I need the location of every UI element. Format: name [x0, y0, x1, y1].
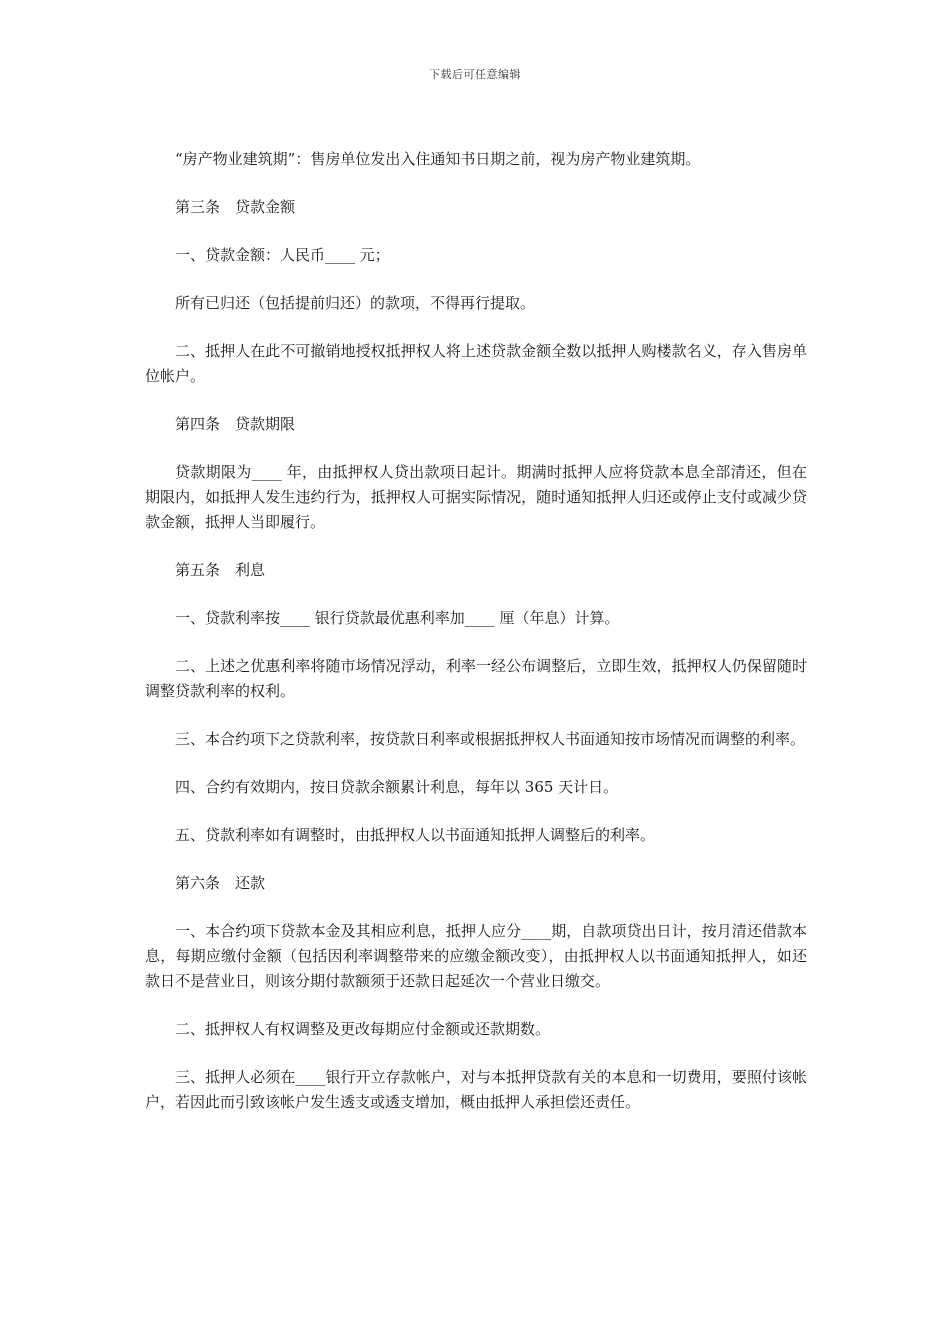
- definition-paragraph: “房产物业建筑期”：售房单位发出入住通知书日期之前，视为房产物业建筑期。: [175, 150, 701, 168]
- rate-notice-clause: 五、贷款利率如有调整时，由抵押权人以书面通知抵押人调整后的利率。: [175, 826, 656, 844]
- installment-clause: 一、本合约项下贷款本金及其相应利息，抵押人应分____期，自款项贷出日计，按月清还借款本息，每期应缴付金额（包括因利率调整带来的应缴金额改变），由抵押权人以书面通知抵押人，如还款日不是营业日，则该分期付款额须于还款日起延次一个营业日缴交。: [145, 922, 807, 990]
- document-body: [145, 147, 807, 1138]
- article-4-heading: 第四条 贷款期限: [175, 415, 296, 433]
- page-header: 下载后可任意编辑: [429, 68, 521, 81]
- account-clause: 三、抵押人必须在____银行开立存款帐户，对与本抵押贷款有关的本息和一切费用，要照付该帐户，若因此而引致该帐户发生透支或透支增加，概由抵押人承担偿还责任。: [145, 1068, 807, 1111]
- contract-rate-clause: 三、本合约项下之贷款利率，按贷款日利率或根据抵押权人书面通知按市场情况而调整的利率。: [175, 730, 806, 748]
- daily-interest-clause: 四、合约有效期内，按日贷款余额累计利息，每年以 365 天计日。: [175, 778, 619, 796]
- loan-amount-clause: 一、贷款金额：人民币____ 元；: [175, 246, 390, 264]
- article-3-heading: 第三条 贷款金额: [175, 198, 296, 216]
- article-5-heading: 第五条 利息: [175, 561, 266, 579]
- authorization-clause: 二、抵押人在此不可撤销地授权抵押权人将上述贷款金额全数以抵押人购楼款名义，存入售房单位帐户。: [145, 342, 807, 385]
- loan-term-clause: 贷款期限为____ 年，由抵押权人贷出款项日起计。期满时抵押人应将贷款本息全部清还，但在期限内，如抵押人发生违约行为，抵押权人可据实际情况，随时通知抵押人归还或停止支付或减少贷款金额，抵押人当即履行。: [145, 463, 807, 531]
- repaid-funds-clause: 所有已归还（包括提前归还）的款项，不得再行提取。: [175, 294, 536, 312]
- article-6-heading: 第六条 还款: [175, 874, 266, 892]
- adjustment-clause: 二、抵押权人有权调整及更改每期应付金额或还款期数。: [175, 1020, 551, 1038]
- floating-rate-clause: 二、上述之优惠利率将随市场情况浮动，利率一经公布调整后，立即生效，抵押权人仍保留随时调整贷款利率的权利。: [145, 657, 807, 700]
- interest-rate-clause: 一、贷款利率按____ 银行贷款最优惠利率加____ 厘（年息）计算。: [175, 609, 620, 627]
